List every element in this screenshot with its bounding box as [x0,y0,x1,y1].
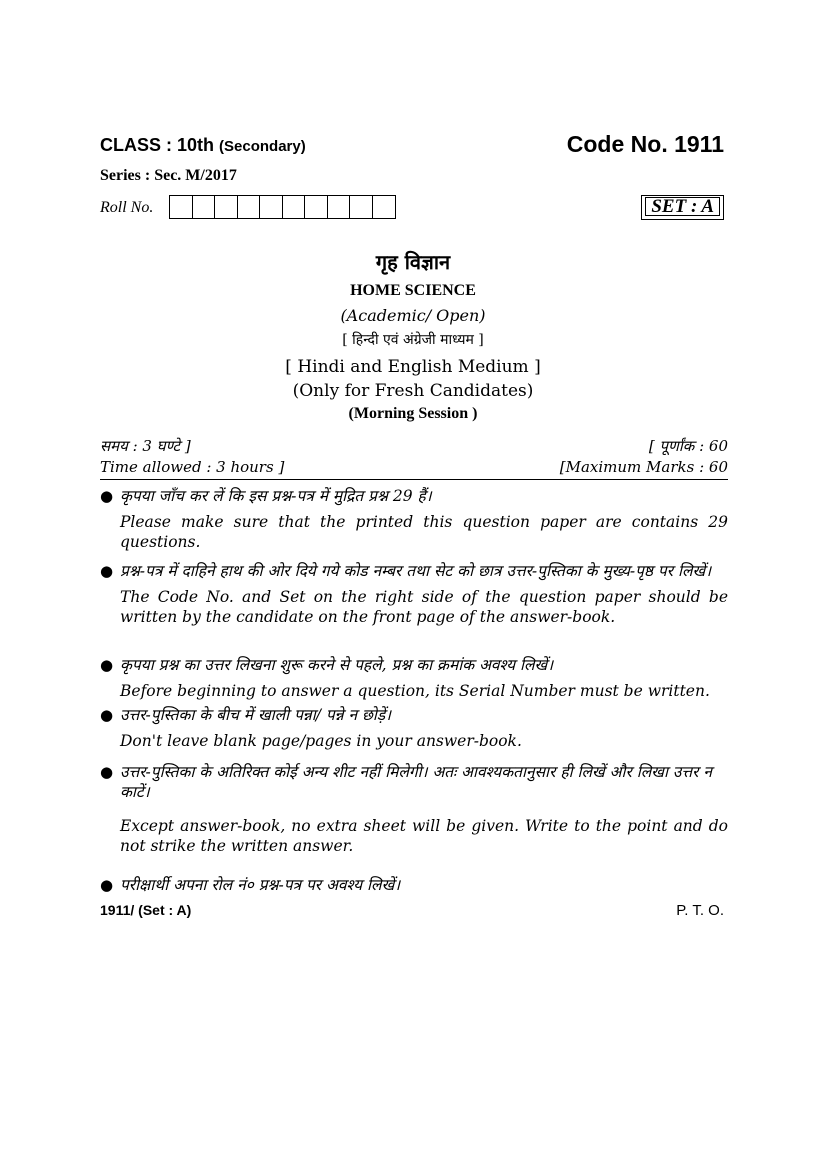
instruction-english: Don't leave blank page/pages in your answer-book. [120,732,522,750]
footer-code: 1911/ (Set : A) [100,902,192,918]
set-text: SET : A [645,197,720,216]
maximum-marks: [Maximum Marks : 60 [559,458,728,476]
roll-box [328,196,351,218]
roll-box [305,196,328,218]
marks-hindi: [ पूर्णांक : 60 [648,437,728,455]
instruction-hindi: कृपया जाँच कर लें कि इस प्रश्न-पत्र में मुद्रित प्रश्न 29 हैं। [120,487,432,505]
instruction-item [100,875,728,895]
roll-box [170,196,193,218]
instruction-hindi: उत्तर-पुस्तिका के अतिरिक्त कोई अन्य शीट नहीं मिलेगी। अतः आवश्यकतानुसार ही लिखें और लिखा उत्तर न काटें। [120,763,712,801]
bullet-icon: ● [100,656,114,674]
footer-pto: P. T. O. [676,902,724,919]
title-english: HOME SCIENCE [350,282,476,299]
set-badge [641,195,724,220]
code-number: Code No. 1911 [566,131,724,157]
roll-box [283,196,306,218]
instruction-english: The Code No. and Set on the right side of the question paper should be written by the candidate on the front page of the answer-book. [120,588,728,626]
instruction-item [100,762,728,856]
roll-box [215,196,238,218]
roll-box [373,196,396,218]
divider [100,479,728,480]
instruction-item [100,705,728,751]
stream-label: (Academic/ Open) [340,306,486,325]
roll-box [350,196,373,218]
instruction-hindi: प्रश्न-पत्र में दाहिने हाथ की ओर दिये गये कोड नम्बर तथा सेट को छात्र उत्तर-पुस्तिका के मुख्य-पृष्ठ पर लिखें। [120,562,712,580]
medium-english: [ Hindi and English Medium ] [285,357,541,377]
instruction-item [100,486,728,552]
bullet-icon: ● [100,706,114,724]
bullet-icon: ● [100,487,114,505]
time-hindi: समय : 3 घण्टे ] [100,437,191,455]
time-allowed: Time allowed : 3 hours ] [100,458,285,476]
instruction-item [100,561,728,627]
instruction-english: Please make sure that the printed this question paper are contains 29 questions. [120,513,728,551]
bullet-icon: ● [100,763,114,781]
instruction-hindi: कृपया प्रश्न का उत्तर लिखना शुरू करने से पहले, प्रश्न का क्रमांक अवश्य लिखें। [120,656,554,674]
series-label: Series : Sec. M/2017 [100,167,237,184]
candidates-label: (Only for Fresh Candidates) [292,381,534,401]
roll-no-label: Roll No. [100,199,154,216]
roll-box [260,196,283,218]
instruction-hindi: उत्तर-पुस्तिका के बीच में खाली पन्ना/ पन्ने न छोड़ें। [120,706,392,724]
instruction-item [100,655,728,701]
session-label: (Morning Session ) [348,405,478,422]
medium-hindi: [ हिन्दी एवं अंग्रेजी माध्यम ] [342,332,484,348]
title-hindi: गृह विज्ञान [375,250,451,274]
instruction-english: Except answer-book, no extra sheet will be given. Write to the point and do not strike the written answer. [120,817,728,855]
bullet-icon: ● [100,562,114,580]
instruction-hindi: परीक्षार्थी अपना रोल नं० प्रश्न-पत्र पर अवश्य लिखें। [120,876,401,894]
class-text: CLASS : 10th [100,135,215,155]
roll-box [193,196,216,218]
bullet-icon: ● [100,876,114,894]
class-label [100,135,306,156]
class-sub-text: (Secondary) [219,138,306,155]
roll-no-boxes [169,195,396,219]
instruction-english: Before beginning to answer a question, its Serial Number must be written. [120,682,710,700]
roll-box [238,196,261,218]
